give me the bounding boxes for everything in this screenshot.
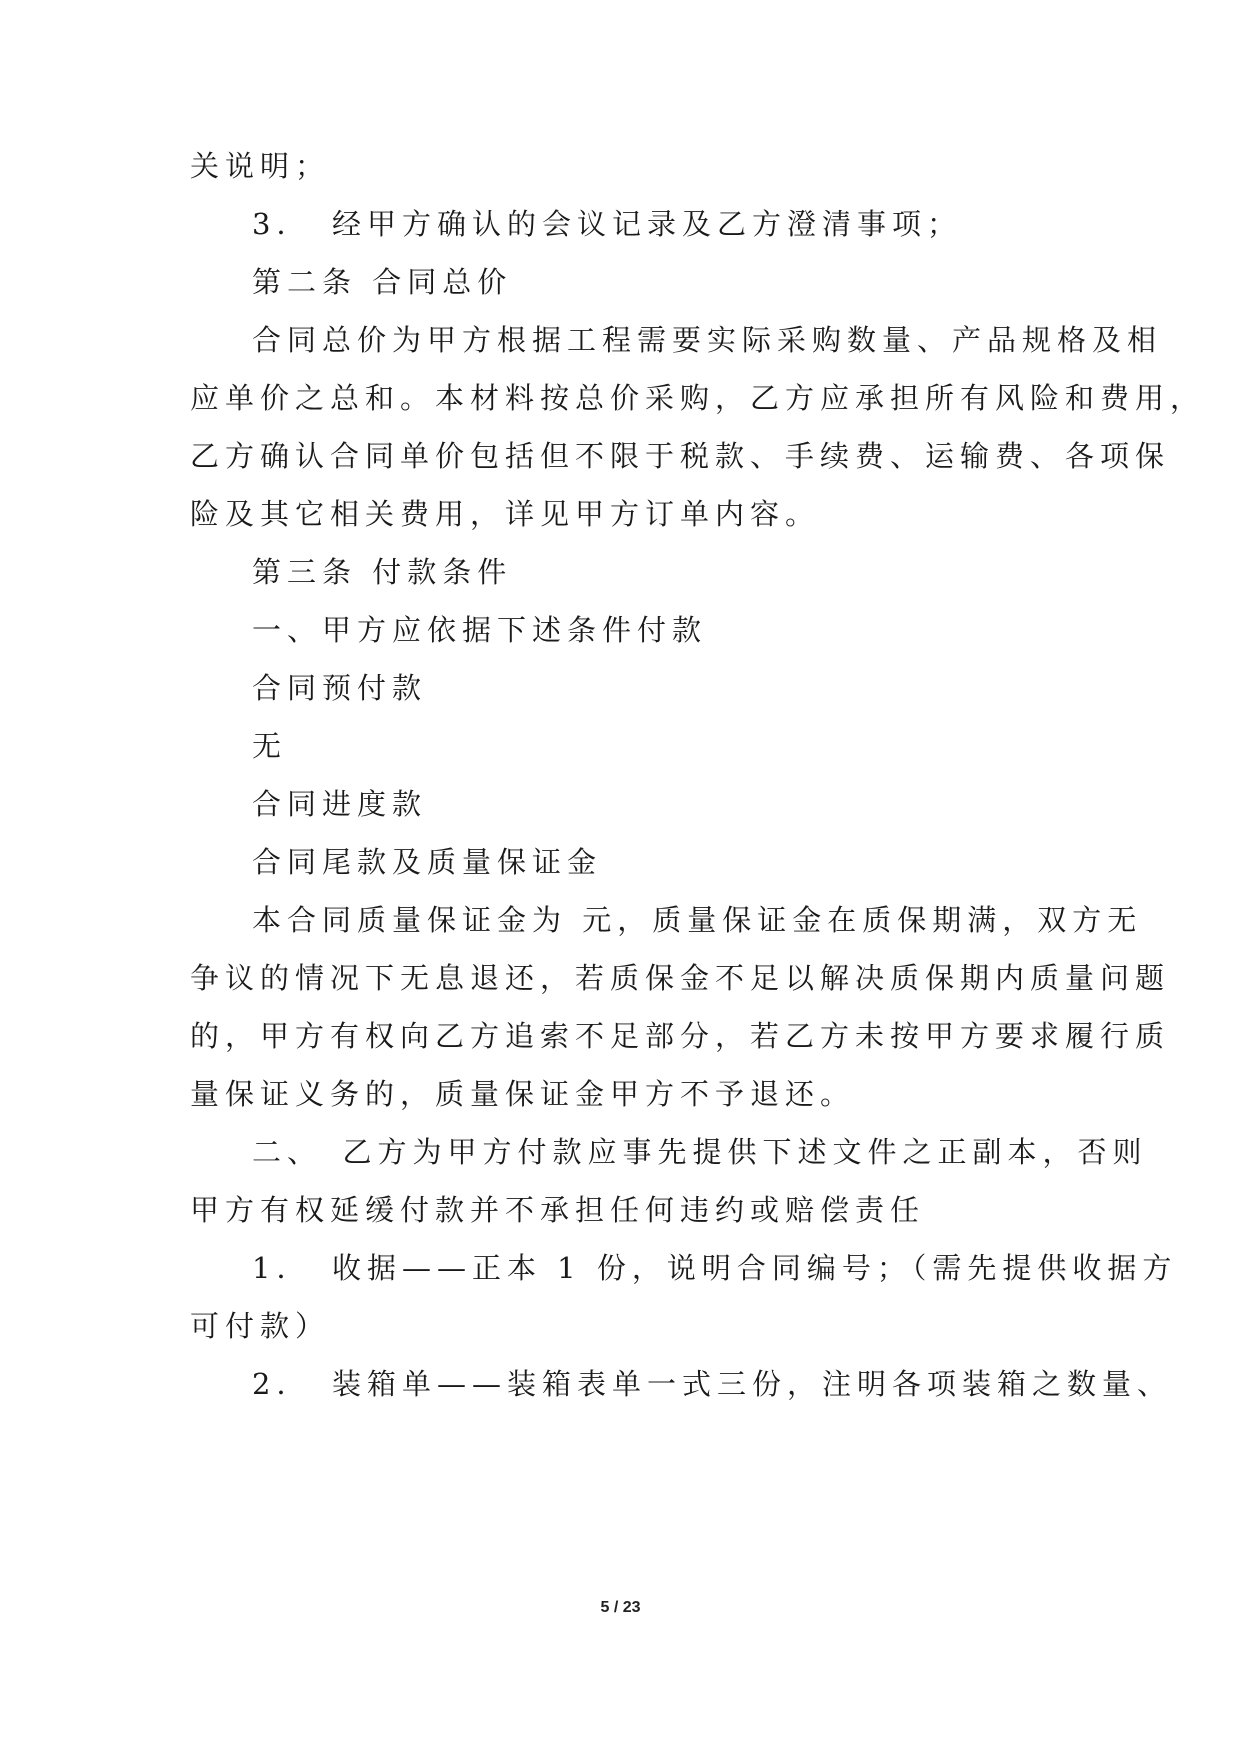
page-number: 5 / 23 xyxy=(600,1599,641,1616)
text-line: 合同尾款及质量保证金 xyxy=(252,845,603,879)
list-item: 3． 经甲方确认的会议记录及乙方澄清事项； xyxy=(252,207,962,241)
text-line: 无 xyxy=(252,729,288,763)
list-item: 2． 装箱单——装箱表单一式三份，注明各项装箱之数量、 xyxy=(252,1367,1172,1401)
text-line: 合同进度款 xyxy=(252,787,428,821)
text-line: 一、甲方应依据下述条件付款 xyxy=(252,613,708,647)
text-line: 关说明； xyxy=(190,149,331,183)
text-line: 争议的情况下无息退还，若质保金不足以解决质保期内质量问题 xyxy=(190,961,1171,995)
text-line: 甲方有权延缓付款并不承担任何违约或赔偿责任 xyxy=(190,1193,926,1227)
section-heading: 第二条 合同总价 xyxy=(252,265,513,299)
section-heading: 第三条 付款条件 xyxy=(252,555,513,589)
text-line: 合同预付款 xyxy=(252,671,428,705)
text-line: 二、 乙方为甲方付款应事先提供下述文件之正副本，否则 xyxy=(252,1135,1148,1169)
text-line: 合同总价为甲方根据工程需要实际采购数量、产品规格及相 xyxy=(252,323,1163,357)
text-line: 险及其它相关费用，详见甲方订单内容。 xyxy=(190,497,821,531)
text-line: 的，甲方有权向乙方追索不足部分，若乙方未按甲方要求履行质 xyxy=(190,1019,1171,1053)
list-item: 1． 收据——正本 1 份，说明合同编号；（需先提供收据方 xyxy=(252,1251,1178,1285)
text-line: 量保证义务的，质量保证金甲方不予退还。 xyxy=(190,1077,856,1111)
text-line: 本合同质量保证金为 元，质量保证金在质保期满，双方无 xyxy=(252,903,1143,937)
text-line: 可付款） xyxy=(190,1309,331,1343)
text-line: 应单价之总和。本材料按总价采购，乙方应承担所有风险和费用， xyxy=(190,381,1206,415)
text-line: 乙方确认合同单价包括但不限于税款、手续费、运输费、各项保 xyxy=(190,439,1171,473)
